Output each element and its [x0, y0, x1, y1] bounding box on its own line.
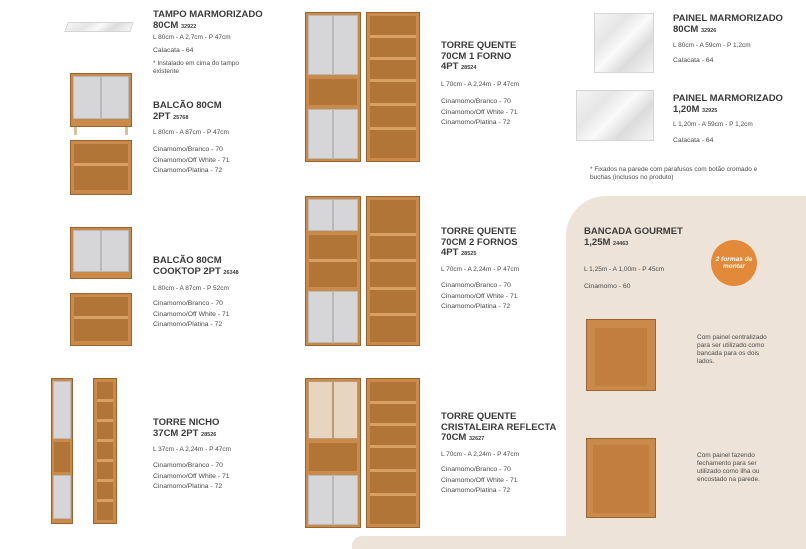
balcao-open-image — [70, 140, 132, 195]
product-dims: L 80cm - A 2,7cm - P 47cm — [153, 34, 231, 41]
product-variant: Cinamomo/Branco - 70 Cinamomo/Off White - 71 Cinamomo/Platina - 72 — [441, 466, 518, 494]
bancada-note: Com painel centralizado para ser utilizado como bancada para os dois lados. — [697, 334, 767, 365]
product-variant: Cinamomo - 60 — [584, 283, 631, 290]
product-variant: Cinamomo/Branco - 70 Cinamomo/Off White - 71 Cinamomo/Platina - 72 — [441, 98, 518, 126]
product-title: TORRE NICHO 37CM 2PT 28526 — [153, 417, 220, 439]
product-dims: L 80cm - A 87cm - P 52cm — [153, 285, 229, 292]
product-dims: L 1,25m - A 1,00m - P 45cm — [584, 266, 665, 273]
product-dims: L 70cm - A 2,24m - P 47cm — [441, 451, 520, 458]
balcao-2pt-image — [70, 73, 132, 127]
painel-120-image — [576, 90, 654, 141]
product-variant: Cinamomo/Branco - 70 Cinamomo/Off White - 71 Cinamomo/Platina - 72 — [153, 300, 230, 328]
torre-nicho-image — [51, 378, 73, 524]
torre-1-forno-open-image — [366, 12, 420, 162]
product-title: PAINEL MARMORIZADO 1,20M 32925 — [673, 93, 783, 115]
product-dims: L 70cm - A 2,24m - P 47cm — [441, 81, 520, 88]
product-variant: Cinamomo/Branco - 70 Cinamomo/Off White - 71 Cinamomo/Platina - 72 — [153, 462, 230, 490]
painel-80-image — [594, 13, 654, 73]
torre-cristaleira-image — [305, 378, 361, 528]
mounting-badge: 2 formas de montar — [711, 240, 757, 286]
product-title: TORRE QUENTE 70CM 1 FORNO 4PT 28524 — [441, 40, 517, 72]
product-variant: Cinamomo/Branco - 70 Cinamomo/Off White - 71 Cinamomo/Platina - 72 — [441, 282, 518, 310]
product-variant: Cinamomo/Branco - 70 Cinamomo/Off White - 71 Cinamomo/Platina - 72 — [153, 146, 230, 174]
product-dims: L 80cm - A 59cm - P 1,2cm — [673, 42, 751, 49]
bancada-note: Com painel fazendo fechamento para ser utilizado como ilha ou encostado na parede. — [697, 452, 760, 483]
painel-note: * Fixados na parede com parafusos com botão cromado e buchas (inclusos no produto) — [590, 166, 758, 181]
bancada-closed-image — [586, 438, 656, 518]
product-title: BALCÃO 80CM 2PT 25768 — [153, 100, 222, 122]
tampo-image — [64, 22, 134, 32]
product-title: BANCADA GOURMET 1,25M 24463 — [584, 226, 683, 248]
torre-2-fornos-open-image — [366, 196, 420, 346]
product-dims: L 1,20m - A 59cm - P 1,2cm — [673, 121, 753, 128]
bottom-decoration — [352, 536, 566, 549]
product-dims: L 80cm - A 87cm - P 47cm — [153, 129, 229, 136]
product-dims: L 70cm - A 2,24m - P 47cm — [441, 266, 520, 273]
product-variant: Calacata - 64 — [673, 137, 714, 144]
torre-2-fornos-image — [305, 196, 361, 346]
torre-nicho-open-image — [93, 378, 117, 524]
torre-cristaleira-open-image — [366, 378, 420, 528]
product-title: TORRE QUENTE CRISTALEIRA REFLECTA 70CM 32627 — [441, 411, 557, 443]
product-title: TAMPO MARMORIZADO 80CM 32922 — [153, 9, 263, 31]
bancada-centered-image — [586, 319, 656, 391]
product-dims: L 37cm - A 2,24m - P 47cm — [153, 446, 232, 453]
product-variant: Calacata - 64 — [153, 47, 194, 54]
product-variant: Calacata - 64 — [673, 57, 714, 64]
balcao-cooktop-open-image — [70, 293, 132, 346]
balcao-cooktop-image — [70, 227, 132, 279]
product-note: * Instalado em cima do tampo existente — [153, 60, 239, 75]
product-title: BALCÃO 80CM COOKTOP 2PT 26348 — [153, 255, 239, 277]
product-title: PAINEL MARMORIZADO 80CM 32926 — [673, 13, 783, 35]
product-title: TORRE QUENTE 70CM 2 FORNOS 4PT 28525 — [441, 226, 518, 258]
torre-1-forno-image — [305, 12, 361, 162]
